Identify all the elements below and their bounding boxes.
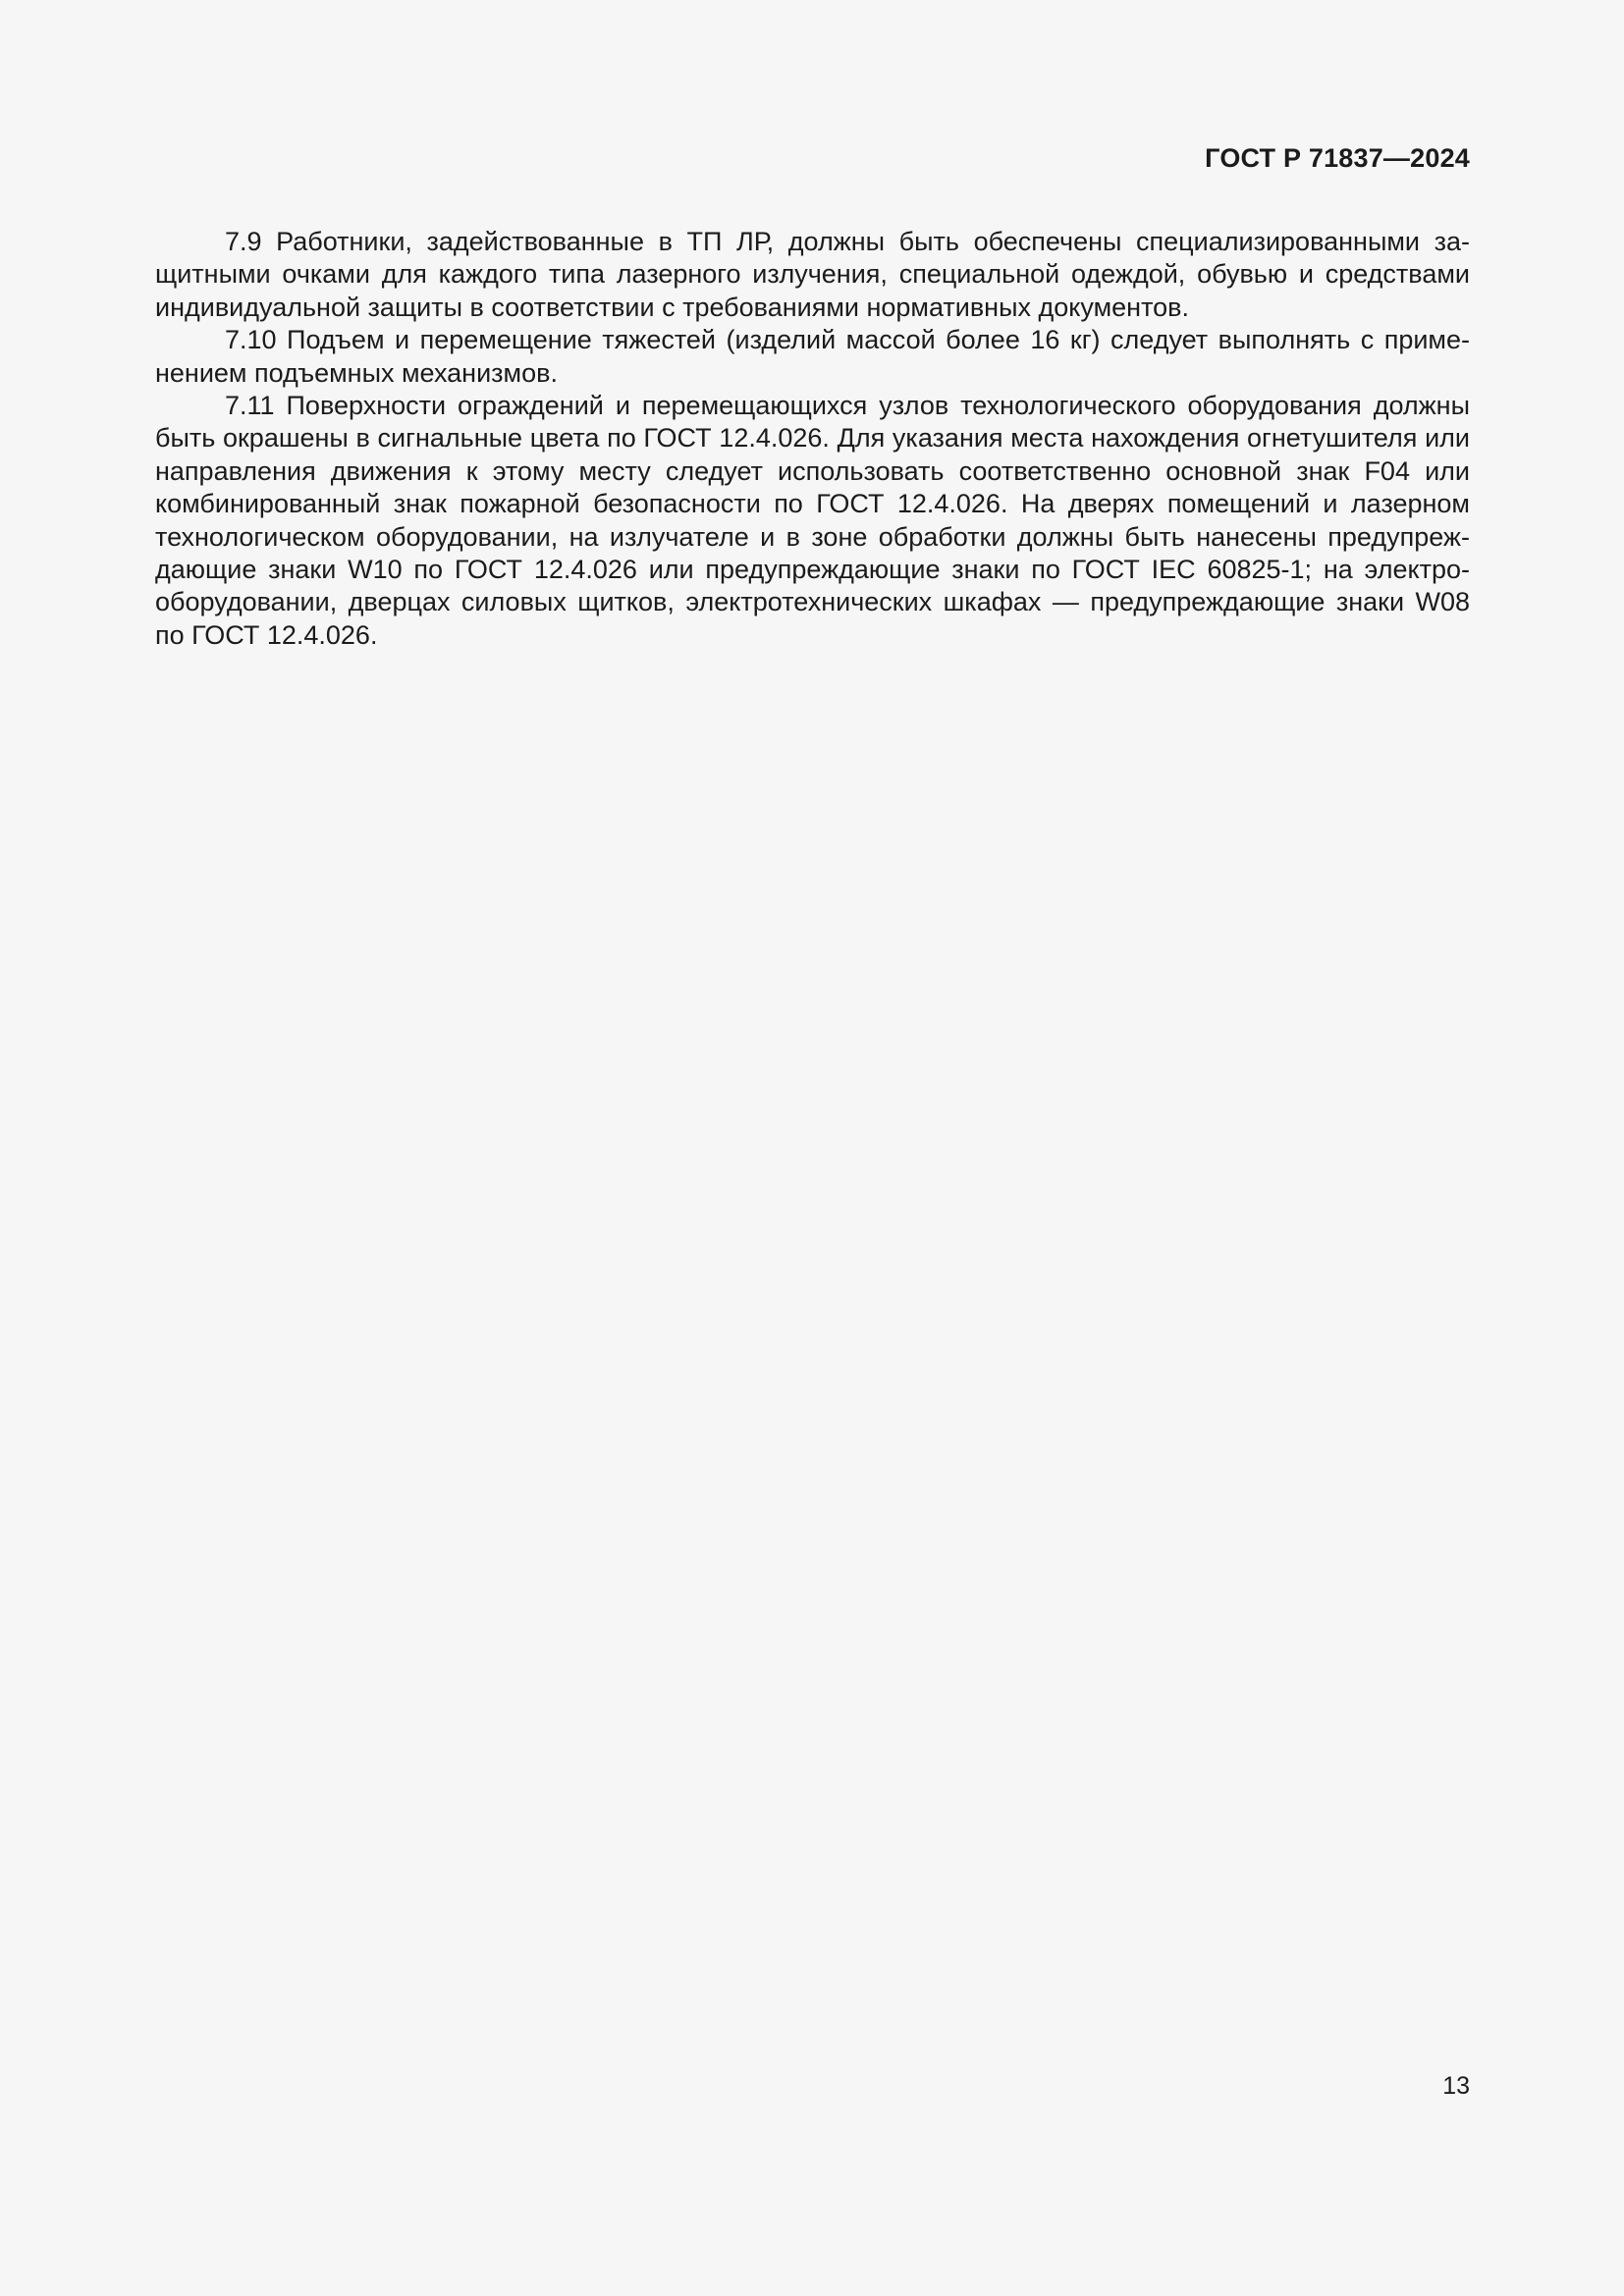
standard-designation: ГОСТ Р 71837—2024 xyxy=(1205,143,1470,173)
paragraph-7-10: 7.10 Подъем и перемещение тяжестей (изделий массой более 16 кг) следует выполнять с применением подъемных механизмов. xyxy=(155,325,1470,388)
paragraph-7-11: 7.11 Поверхности ограждений и перемещающихся узлов технологического оборудования должны быть окрашены в сигнальные цвета по ГОСТ 12.4.026. Для указания места нахождения огнетушителя или направления движения к этому месту следует использовать соответственно основной знак F04 или комбинированный знак пожарной безопасности по ГОСТ 12.4.026. На дверях помещений и лазерном технологическом оборудовании, на излучателе и в зоне обработки должны быть нанесены предупреждающие знаки W10 по ГОСТ 12.4.026 или предупреждающие знаки по ГОСТ IEC 60825-1; на электрооборудовании, дверцах силовых щитков, электротехнических шкафах — предупреждающие знаки W08 по ГОСТ 12.4.026. xyxy=(155,391,1470,650)
page-number: 13 xyxy=(1442,2072,1470,2100)
document-body xyxy=(155,226,1470,652)
paragraph-7-9: 7.9 Работники, задействованные в ТП ЛР, должны быть обеспечены специализированными защитными очками для каждого типа лазерного излучения, специальной одеждой, обувью и средствами индивидуальной защиты в соответствии с требованиями нормативных документов. xyxy=(155,227,1470,322)
